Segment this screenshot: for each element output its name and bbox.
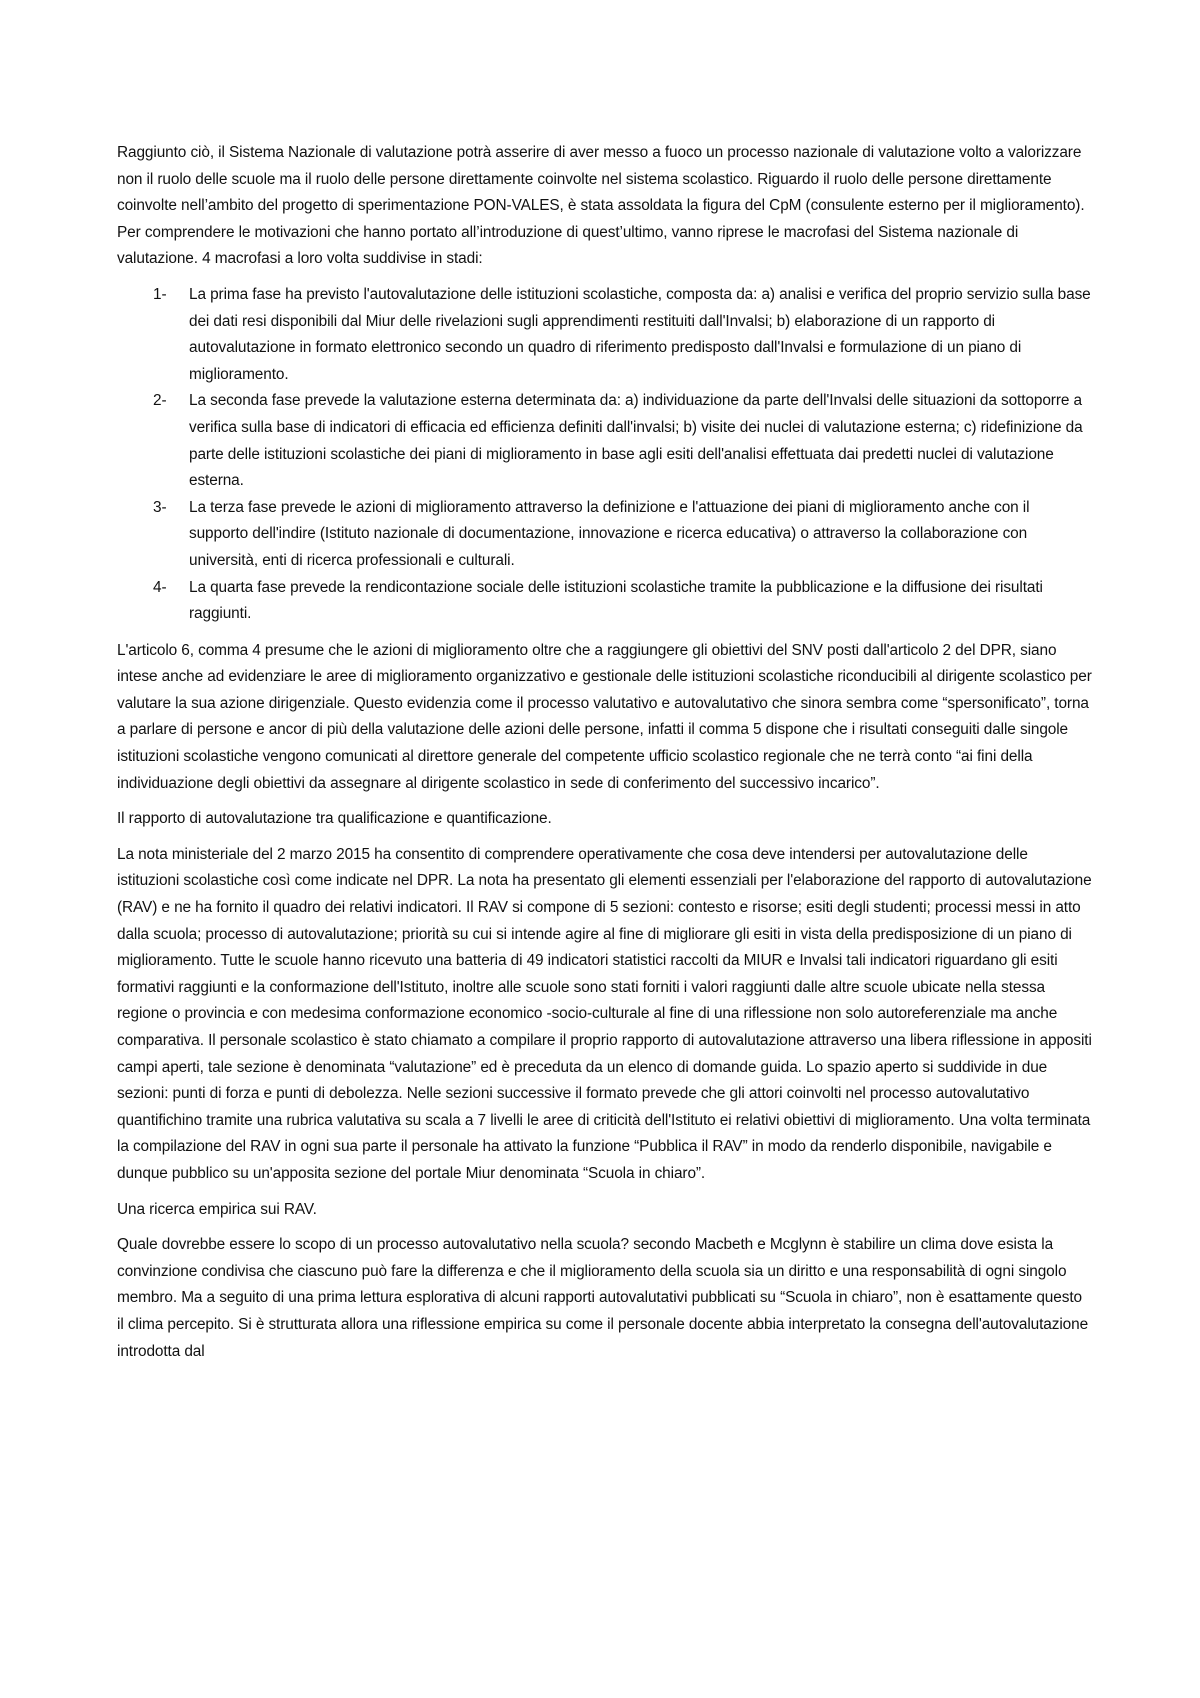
list-item-text: La terza fase prevede le azioni di miglioramento attraverso la definizione e l'attuazione dei piani di miglioramento anche con il supporto dell'indire (Istituto nazionale di documentazione, innovazione e ricerca educativa) o attraverso la collaborazione con università, enti di ricerca professionali e culturali. xyxy=(189,498,1030,569)
paragraph-purpose: Quale dovrebbe essere lo scopo di un processo autovalutativo nella scuola? secondo Macbeth e Mcglynn è stabilire un clima dove esista la convinzione condivisa che ciascuno può fare la differenza e che il miglioramento della scuola sia un diritto e una responsabilità di ogni singolo membro. Ma a seguito di una prima lettura esplorativa di alcuni rapporti autovalutativi pubblicati su “Scuola in chiaro”, non è esattamente questo il clima percepito. Si è strutturata allora una riflessione empirica su come il personale docente abbia interpretato la consegna dell'autovalutazione introdotta dal xyxy=(117,1236,1089,1360)
list-item-number: 3- xyxy=(153,498,167,516)
list-item-text: La seconda fase prevede la valutazione esterna determinata da: a) individuazione da parte dell'Invalsi delle situazioni da sottoporre a verifica sulla base di indicatori di efficacia ed efficienza definiti dall'invalsi; b) visite dei nuclei di valutazione esterna; c) ridefinizione da parte delle istituzioni scolastiche dei piani di miglioramento in base agli esiti dell'analisi effettuata dai predetti nuclei di valutazione esterna. xyxy=(189,392,1083,490)
document-body xyxy=(117,140,1092,1374)
list-item xyxy=(117,282,1092,388)
section-heading-research: Una ricerca empirica sui RAV. xyxy=(117,1200,317,1218)
paragraph-ministerial-note: La nota ministeriale del 2 marzo 2015 ha consentito di comprendere operativamente che cosa deve intendersi per autovalutazione delle istituzioni scolastiche così come indicate nel DPR. La nota ha presentato gli elementi essenziali per l'elaborazione del rapporto di autovalutazione (RAV) e ne ha fornito il quadro dei relativi indicatori. Il RAV si compone di 5 sezioni: contesto e risorse; esiti degli studenti; processi messi in atto dalla scuola; processo di autovalutazione; priorità su cui si intende agire al fine di migliorare gli esiti in vista della predisposizione di un piano di miglioramento. Tutte le scuole hanno ricevuto una batteria di 49 indicatori statistici raccolti da MIUR e Invalsi tali indicatori riguardano gli esiti formativi raggiunti e la conformazione dell'Istituto, inoltre alle scuole sono stati forniti i valori raggiunti dalle altre scuole ubicate nella stessa regione o provincia e con medesima conformazione economico -socio-culturale al fine di una riflessione non solo autoreferenziale ma anche comparativa. Il personale scolastico è stato chiamato a compilare il proprio rapporto di autovalutazione attraverso una libera riflessione in appositi campi aperti, tale sezione è denominata “valutazione” ed è preceduta da un elenco di domande guida. Lo spazio aperto si suddivide in due sezioni: punti di forza e punti di debolezza. Nelle sezioni successive il formato prevede che gli attori coinvolti nel processo autovalutativo quantifichino tramite una rubrica valutativa su scala a 7 livelli le aree di criticità dell'Istituto ei relativi obiettivi di miglioramento. Una volta terminata la compilazione del RAV in ogni sua parte il personale ha attivato la funzione “Pubblica il RAV” in modo da renderlo disponibile, navigabile e dunque pubblico su un'apposita sezione del portale Miur denominata “Scuola in chiaro”. xyxy=(117,845,1092,1182)
section-heading-rav: Il rapporto di autovalutazione tra qualificazione e quantificazione. xyxy=(117,810,552,828)
list-item xyxy=(117,495,1092,575)
list-item-number: 1- xyxy=(153,285,167,303)
list-item xyxy=(117,575,1092,628)
paragraph-intro: Raggiunto ciò, il Sistema Nazionale di valutazione potrà asserire di aver messo a fuoco un processo nazionale di valutazione volto a valorizzare non il ruolo delle scuole ma il ruolo delle persone direttamente coinvolte nel sistema scolastico. Riguardo il ruolo delle persone direttamente coinvolte nell’ambito del progetto di sperimentazione PON-VALES, è stata assoldata la figura del CpM (consulente esterno per il miglioramento). Per comprendere le motivazioni che hanno portato all’introduzione di quest’ultimo, vanno riprese le macrofasi del Sistema nazionale di valutazione. 4 macrofasi a loro volta suddivise in stadi: xyxy=(117,144,1085,268)
list-item-text: La quarta fase prevede la rendicontazione sociale delle istituzioni scolastiche tramite la pubblicazione e la diffusione dei risultati raggiunti. xyxy=(189,578,1043,623)
list-item xyxy=(117,388,1092,494)
paragraph-article-6: L'articolo 6, comma 4 presume che le azioni di miglioramento oltre che a raggiungere gli obiettivi del SNV posti dall'articolo 2 del DPR, siano intese anche ad evidenziare le aree di miglioramento organizzativo e gestionale delle istituzioni scolastiche riconducibili al dirigente scolastico per valutare la sua azione dirigenziale. Questo evidenzia come il processo valutativo e autovalutativo che sinora sembra come “spersonificato”, torna a parlare di persone e ancor di più della valutazione delle azioni delle persone, infatti il comma 5 dispone che i risultati conseguiti dalle singole istituzioni scolastiche vengono comunicati al direttore generale del competente ufficio scolastico regionale che ne terrà conto “ai fini della individuazione degli obiettivi da assegnare al dirigente scolastico in sede di conferimento del successivo incarico”. xyxy=(117,641,1092,792)
list-item-text: La prima fase ha previsto l'autovalutazione delle istituzioni scolastiche, composta da: a) analisi e verifica del proprio servizio sulla base dei dati resi disponibili dal Miur delle rivelazioni sugli apprendimenti restituiti dall'Invalsi; b) elaborazione di un rapporto di autovalutazione in formato elettronico secondo un quadro di riferimento predisposto dall'Invalsi e formulazione di un piano di miglioramento. xyxy=(189,285,1091,383)
macrophase-list xyxy=(117,282,1092,628)
list-item-number: 2- xyxy=(153,392,167,410)
list-item-number: 4- xyxy=(153,578,167,596)
